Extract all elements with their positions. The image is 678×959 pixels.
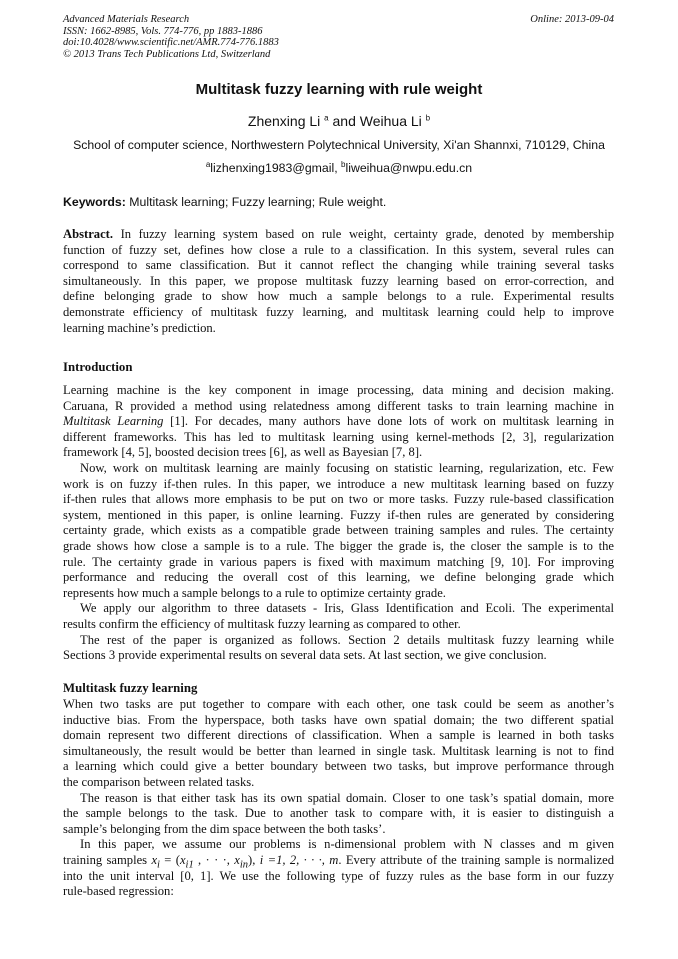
abstract [63, 227, 614, 336]
text-line: domain represent two different directions of classification. When a sample is learned in both tasks [63, 728, 614, 743]
text-line: When two tasks are put together to compare with each other, one task could be seem as another’s [63, 697, 614, 711]
email-2[interactable]: liweihua@nwpu.edu.cn [345, 161, 473, 176]
superscript: b [341, 160, 346, 169]
keywords-label: Keywords: [63, 195, 126, 209]
text-line: framework [4, 5], boosted decision trees [6], as well as Bayesian [7, 8]. [63, 445, 423, 460]
text-line: inductive bias. From the hyperspace, both tasks have own spatial domain; the two different spatial [63, 712, 614, 727]
authors [0, 113, 678, 129]
copyright: © 2013 Trans Tech Publications Ltd, Switzerland [63, 48, 271, 60]
author-2: and Weihua Li [328, 113, 422, 129]
text-line: define belonging grade to show how much a sample belongs to a rule. Experimental results [63, 289, 614, 304]
text-line: rule-based regression: [63, 884, 174, 899]
text-line: grade shows how close a sample is to a rule. The bigger the grade is, the closer the sample is to the [63, 538, 614, 553]
text-line: In this paper, we assume our problems is n-dimensional problem with N classes and m given [80, 837, 614, 852]
introduction-body [63, 383, 614, 664]
paper-title: Multitask fuzzy learning with rule weight [195, 81, 483, 98]
text-line: rule. The certainty grade in various papers is fixed with maximum matching [9, 10]. For improving [63, 554, 614, 569]
text-line: The reason is that either task has its own spatial domain. Closer to one task’s spatial domain, more [80, 790, 614, 805]
text-line: training samples $x_i = (x_{i1}$ , · · ·, $x_{in}$), i =1, 2, · · ·, m. Every attribute of the training sample is normalized [63, 852, 615, 871]
text-line: simultaneously, the result would be better than learned in single task. Multitask learning is not to find [63, 743, 614, 758]
superscript: a [324, 113, 329, 123]
text-line: represents how much a sample belongs to a rule to optimize certainty grade. [63, 585, 446, 600]
paragraph [63, 601, 614, 632]
paragraph [63, 633, 614, 664]
issn: ISSN: 1662-8985, Vols. 774-776, pp 1883-1886 [63, 25, 263, 37]
text-line: demonstrate efficiency of multitask fuzzy learning, and multitask learning could help to improve [63, 304, 614, 319]
text-line: a learning which could give a better boundary between two tasks, but improve performance through [63, 759, 614, 774]
text-line: Now, work on multitask learning are mainly focusing on statistic learning, regularization, etc. Few [80, 460, 614, 475]
text-line: simultaneously. In this paper, we propose multitask fuzzy learning based on error-correction, and [63, 273, 614, 288]
superscript: b [425, 113, 431, 123]
keywords-text: Multitask learning; Fuzzy learning; Rule weight. [125, 195, 387, 209]
paragraph [63, 791, 614, 838]
text-line: sample’s belonging from the dim space between the both tasks’. [63, 821, 386, 836]
text-line: different frameworks. This has led to multitask learning using kernel-methods [2, 3], regularization [63, 429, 614, 444]
text-line: learning machine’s prediction. [63, 320, 216, 335]
text-line: into the unit interval [0, 1]. We use the following type of fuzzy rules as the base form in our fuzzy [63, 868, 614, 883]
text-line: the comparison between related tasks. [63, 774, 255, 789]
online-date: Online: 2013-09-04 [530, 14, 614, 25]
affiliation: School of computer science, Northwestern Polytechnical University, Xi'an Shannxi, 710129, China [73, 138, 605, 152]
email-1[interactable]: lizhenxing1983@gmail, [210, 161, 342, 176]
text-line: work is on fuzzy if-then rules. In this paper, we introduce a new multitask learning based on fuzzy [63, 476, 614, 491]
superscript: a [205, 160, 211, 169]
paragraph [63, 227, 614, 336]
text-line: function of fuzzy set, defines how close a rule to a classification. In this system, several rules can [63, 242, 614, 257]
text-line: We apply our algorithm to three datasets - Iris, Glass Identification and Ecoli. The experimental [80, 601, 614, 616]
text-line: Abstract. In fuzzy learning system based on rule weight, certainty grade, denoted by membership [63, 227, 614, 241]
text-line: Multitask Learning [1]. For decades, many authors have done lots of work on multitask learning in [63, 414, 614, 429]
text-line: Sections 3 provide experimental results on several data sets. At last section, we give conclusion. [63, 648, 547, 663]
text-line: Caruana, R provided a method using relatedness among different tasks to train learning machine in [63, 398, 614, 413]
text-line: correspond to same classification. But it cannot reflect the changing while training several tasks [63, 258, 614, 273]
text-line: The rest of the paper is organized as follows. Section 2 details multitask fuzzy learning while [80, 632, 614, 647]
keywords [63, 195, 386, 209]
journal-name: Advanced Materials Research [63, 14, 190, 25]
section-heading-introduction: Introduction [63, 360, 133, 374]
text-line: system, mentioned in this paper, is online learning. Fuzzy if-then rules are generated by considering [63, 507, 614, 522]
doi: doi:10.4028/www.scientific.net/AMR.774-776.1883 [63, 37, 279, 48]
text-line: performance and reducing the overall cost of this learning, we define belonging grade which [63, 570, 614, 585]
text-line: the sample belongs to the task. Due to another task to compare with, it is easier to distinguish a [63, 806, 614, 821]
text-line: results confirm the efficiency of multitask fuzzy learning as compared to other. [63, 616, 461, 631]
journal-header [63, 14, 279, 60]
paragraph [63, 837, 614, 899]
author-1: Zhenxing Li [247, 113, 321, 129]
multitask-body [63, 697, 614, 900]
paragraph [63, 461, 614, 601]
paragraph [63, 383, 614, 461]
emails [0, 160, 678, 175]
text-line: Learning machine is the key component in image processing, data mining and decision making. [63, 383, 614, 397]
text-line: certainty grade, which exists as a compatible grade between training samples and rules. The certainty [63, 523, 614, 538]
text-line: if-then rules that allows more emphasis to be put on two or more tasks. Fuzzy rule-based classification [63, 492, 614, 507]
paragraph [63, 697, 614, 791]
section-heading-multitask: Multitask fuzzy learning [63, 681, 198, 695]
